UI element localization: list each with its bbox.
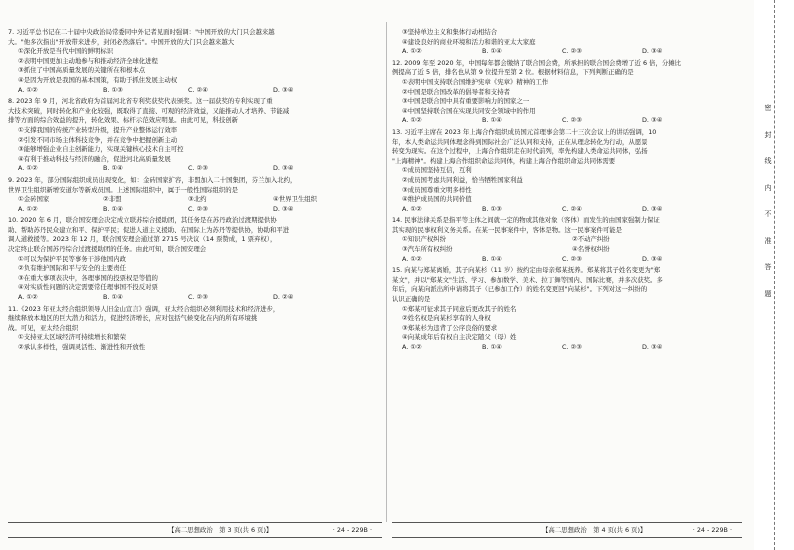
footer-exam-code: · 24 - 229B · bbox=[332, 526, 372, 534]
question-11-continued bbox=[392, 28, 742, 57]
choice-d: D. ③④ bbox=[642, 116, 663, 125]
answer-choices bbox=[392, 343, 742, 353]
question-stem: 某文"，并以"郑某文"生活、学习、参加数学、美术、拉丁舞等国内、国际比赛，并多次获奖。多 bbox=[392, 275, 663, 284]
choice-b: B. ①④ bbox=[482, 254, 502, 263]
choice-b: B. ①④ bbox=[103, 204, 123, 213]
answer-choices bbox=[392, 116, 742, 126]
choice-d: D. ③④ bbox=[273, 164, 294, 173]
option-1: ①支持亚太区域经济可持续增长和繁荣 bbox=[18, 333, 126, 342]
question-stem: 大。"他多次指出"开放带来进步，封闭必然落后"。中国开放的大门只会越来越大 bbox=[8, 37, 235, 46]
option-4: ④维护成员国的共同价值 bbox=[402, 195, 472, 204]
option-2: ②成员国考虑共同利益，恰当牺牲国家利益 bbox=[402, 175, 523, 184]
choice-a: A. ①② bbox=[18, 293, 38, 302]
choice-a: A. ①② bbox=[18, 164, 38, 173]
option-4: ④建设良好的商业环境和活力和谐的亚太大家庭 bbox=[402, 37, 536, 46]
seal-char: 答 bbox=[764, 263, 772, 271]
answer-choices bbox=[392, 255, 742, 265]
option-4: ④有利于推动科技与经济的融合，促进河北高质量发展 bbox=[18, 154, 171, 163]
option-2: ②不动产纠纷 bbox=[572, 235, 610, 244]
option-3: ③北约 bbox=[188, 195, 207, 204]
question-stem: 10. 2020 年 6 月，联合国安理会决定成立联苏综合援助团，其任务是在苏丹政治过渡期提供协 bbox=[8, 216, 277, 225]
choice-b: B. ①④ bbox=[103, 293, 123, 302]
question-stem: 世界卫生组织新增安道尔等新成员国。上述国际组织中，属于一般性国际组织的是 bbox=[8, 185, 239, 194]
option-2: ②非盟 bbox=[103, 195, 122, 204]
choice-b: B. ①③ bbox=[103, 85, 123, 94]
question-stem: 决定终止联合国苏丹综合过渡援助团的任务。由此可知，联合国安理会 bbox=[8, 245, 207, 254]
option-4: ④世界卫生组织 bbox=[273, 195, 318, 204]
choice-d: D. ③④ bbox=[642, 254, 663, 263]
option-2: ②中国是联合国改革的倡导者和支持者 bbox=[402, 87, 510, 96]
question-stem: 例提高了近 5 倍，排名也从第 9 位提升至第 2 位。根据材料信息，下列判断正确的是 bbox=[392, 68, 634, 77]
option-3: ③中国是联合国中具有重要影响力的国家之一 bbox=[402, 97, 530, 106]
question-stem: 大技术突破，同时转化和产业化较强，既取得了直接、可观的经济效益，又能推动人才培养、节能减 bbox=[8, 106, 290, 115]
option-4: ④名誉权纠纷 bbox=[572, 245, 610, 254]
answer-choices bbox=[8, 293, 382, 303]
choice-b: B. ①④ bbox=[482, 116, 502, 125]
option-4: ④是因为开放是我国的基本国策，有助于抓住发展主动权 bbox=[18, 75, 178, 84]
choice-c: C. ②③ bbox=[562, 254, 582, 263]
question-stem: 排等方面的综合效益的提升，转化效果、标杆示范效应明显。由此可见，科技创新 bbox=[8, 116, 239, 125]
question-12 bbox=[392, 59, 742, 126]
choice-b: B. ①④ bbox=[103, 164, 123, 173]
answer-choices bbox=[392, 205, 742, 215]
question-stem: 13. 习近平主席在 2023 年上海合作组织成员国元首理事会第二十三次会议上的讲话强调，10 bbox=[392, 127, 657, 136]
answer-choices bbox=[8, 164, 382, 174]
option-3: ③汽车所有权纠纷 bbox=[402, 245, 453, 254]
option-1: ①金砖国家 bbox=[18, 195, 50, 204]
question-stem: 其实现的民事权利义务关系。在某一民事案件中，客体是物。这一民事案件可能是 bbox=[392, 225, 623, 234]
choice-d: D. ③④ bbox=[273, 85, 294, 94]
footer-page-title: 【高二思想政治 第 3 页(共 6 页)】 bbox=[168, 526, 273, 534]
choice-c: C. ②③ bbox=[562, 343, 582, 351]
option-1: ①表明中国支持联合国维护宪章《宪章》精神的工作 bbox=[402, 77, 549, 86]
question-10 bbox=[8, 216, 382, 302]
choice-a: A. ①② bbox=[402, 343, 422, 351]
question-9 bbox=[8, 176, 382, 214]
choice-a: A. ①② bbox=[402, 254, 422, 263]
seal-char: 准 bbox=[764, 236, 772, 245]
question-stem: "上海精神"。构建上海合作组织命运共同体，构建上海合作组织命运共同体需要 bbox=[392, 156, 616, 165]
footer-page-title: 【高二思想政治 第 4 页(共 6 页)】 bbox=[542, 526, 647, 534]
question-stem: 继续释放本地区的巨大潜力和活力，促进经济增长，应对包括气候变化在内的所有环境挑 bbox=[8, 314, 258, 323]
question-13 bbox=[392, 128, 742, 214]
question-stem: 年，本人类命运共同体理念得到国际社会广泛认同和支持，正在从理念转化为行动，从愿景 bbox=[392, 137, 648, 146]
page-footer-right bbox=[392, 522, 742, 538]
choice-d: D. ③④ bbox=[273, 204, 294, 213]
question-stem: 9. 2023 年，部分国际组织成员出现变化，如：金砖国家扩容，非盟加入二十国集团，芬兰加入北约， bbox=[8, 175, 297, 184]
choice-c: C. ②④ bbox=[562, 204, 582, 213]
question-8 bbox=[8, 97, 382, 174]
choice-d: D. ③④ bbox=[642, 47, 663, 56]
option-1: ①可以为保护平民等事务干涉他国内政 bbox=[18, 254, 126, 263]
option-list bbox=[8, 195, 382, 205]
option-3: ③能够增强企业自主创新能力，实现关键核心技术自主可控 bbox=[18, 145, 184, 154]
option-1: ①知识产权纠纷 bbox=[402, 235, 447, 244]
option-1: ①深化开放是当代中国的鲜明标识 bbox=[18, 47, 114, 56]
question-stem: 11.《2023 年亚太经合组织领导人旧金山宣言》强调，亚太经合组织必须利用技术和经济进步， bbox=[8, 304, 280, 313]
question-stem: 15. 向某与郑某离婚，其子向某杉（11 岁）按约定由母亲郑某抚养。郑某将其子姓名变更为"郑 bbox=[392, 266, 661, 275]
option-1: ①支撑我国的传统产业转型升级，提升产业整体运行效率 bbox=[18, 125, 178, 134]
question-stem: 转变为现实。在这个过程中，上海合作组织走在时代前列，率先构建人类命运共同体，弘扬 bbox=[392, 147, 648, 156]
question-15 bbox=[392, 266, 742, 352]
seal-char: 题 bbox=[764, 289, 772, 298]
choice-b: B. ①④ bbox=[482, 47, 502, 56]
choice-b: B. ①③ bbox=[482, 204, 502, 213]
option-3: ③在重大事项表决中，各理事国的投票权是等值的 bbox=[18, 273, 158, 282]
seal-char: 不 bbox=[764, 210, 772, 218]
answer-choices bbox=[8, 205, 382, 215]
option-1: ①成员国坚持互信，互利 bbox=[402, 166, 472, 175]
option-2: ②负有维护国际和平与安全的主要责任 bbox=[18, 264, 126, 273]
page-footer-left bbox=[8, 522, 382, 538]
option-4: ④中国坚持联合国在实现共同安全领域中的作用 bbox=[402, 106, 536, 115]
footer-exam-code: · 24 - 229B · bbox=[692, 526, 732, 534]
question-14 bbox=[392, 216, 742, 264]
question-stem: 7. 习近平总书记在二十届中央政治局常委同中外记者见面时强调："中国开放的大门只会越来越 bbox=[8, 28, 275, 36]
choice-c: C. ②③ bbox=[188, 164, 208, 173]
choice-d: D. ③④ bbox=[642, 343, 663, 351]
seal-char: 封 bbox=[764, 130, 772, 139]
column-divider bbox=[386, 22, 387, 522]
seal-line-notice bbox=[763, 95, 773, 307]
question-stem: 调人道救援等。2023 年 12 月，联合国安理会通过第 2715 号决议（14 票赞成，1 票弃权）， bbox=[8, 235, 277, 244]
question-7 bbox=[8, 28, 382, 95]
choice-a: A. ①② bbox=[402, 47, 422, 56]
question-stem: 年后，向某向派出所申请将其子（已参加工作）的姓名变更回"向某杉"。下列对这一纠纷的 bbox=[392, 285, 648, 294]
option-3: ③坚持单边主义和集体行动相结合 bbox=[402, 28, 498, 36]
seal-char: 内 bbox=[764, 183, 772, 192]
choice-a: A. ①② bbox=[402, 116, 422, 125]
option-2: ②承认多样性，强调灵活性、渐进性和开放性 bbox=[18, 343, 146, 351]
option-2: ②引发不同市场主体科技竞争，并在竞争中把握创新主动 bbox=[18, 135, 178, 144]
question-stem: 12. 2009 年至 2020 年，中国每年都会缴纳了联合国会费，所承担的联合国会费增了近 6 倍，分摊比 bbox=[392, 58, 682, 67]
question-stem: 认识正确的是 bbox=[392, 295, 431, 304]
choice-a: A. ①② bbox=[402, 204, 422, 213]
option-4: ④向某成年后有权自主决定随父（母）姓 bbox=[402, 333, 517, 342]
option-1: ①郑某可征求其子同意后更改其子的姓名 bbox=[402, 304, 517, 313]
option-3: ③抓住了中国高质量发展的关键所在和根本点 bbox=[18, 66, 146, 75]
choice-a: A. ①② bbox=[18, 85, 38, 94]
right-column bbox=[392, 28, 742, 355]
question-stem: 8. 2023 年 9 月，河北省政府为首届河北省专利奖获奖代表颁奖。这一届获奖的专利实现了重 bbox=[8, 97, 273, 106]
choice-c: C. ②③ bbox=[188, 293, 208, 302]
option-3: ③郑某杉为违背了公序良俗的要求 bbox=[402, 323, 498, 332]
choice-d: D. ③④ bbox=[642, 204, 663, 213]
seal-line bbox=[774, 0, 775, 550]
answer-choices bbox=[392, 47, 742, 57]
option-2: ②表明中国更加主动地参与和推动经济全球化进程 bbox=[18, 56, 158, 65]
answer-choices bbox=[8, 86, 382, 96]
choice-c: C. ②③ bbox=[562, 47, 582, 56]
choice-a: A. ①② bbox=[18, 204, 38, 213]
choice-c: C. ②③ bbox=[562, 116, 582, 125]
choice-b: B. ①④ bbox=[482, 343, 502, 351]
choice-d: D. ②④ bbox=[273, 293, 294, 302]
option-4: ④对实质性问题的决定需要常任理事国不投反对票 bbox=[18, 283, 158, 292]
left-column bbox=[8, 28, 382, 355]
question-stem: 战。可见，亚太经合组织 bbox=[8, 323, 79, 332]
choice-c: C. ②④ bbox=[188, 85, 208, 94]
option-list bbox=[392, 235, 742, 254]
question-11 bbox=[8, 305, 382, 353]
option-2: ②姓名权是向某杉享有的人身权 bbox=[402, 314, 491, 323]
seal-char: 线 bbox=[764, 157, 772, 165]
question-stem: 14. 民事法律关系是指平等主体之间就一定的物或其他对象（客体）而发生的由国家强制力保证 bbox=[392, 216, 660, 225]
question-stem: 助、帮助苏丹民众建立和平、保护平民；促进人道主义援助、在国际上为苏丹等提供协，协助和平进 bbox=[8, 225, 290, 234]
seal-char: 密 bbox=[764, 104, 772, 112]
choice-c: C. ②③ bbox=[188, 204, 208, 213]
option-3: ③成员国尊重文明多样性 bbox=[402, 185, 472, 194]
